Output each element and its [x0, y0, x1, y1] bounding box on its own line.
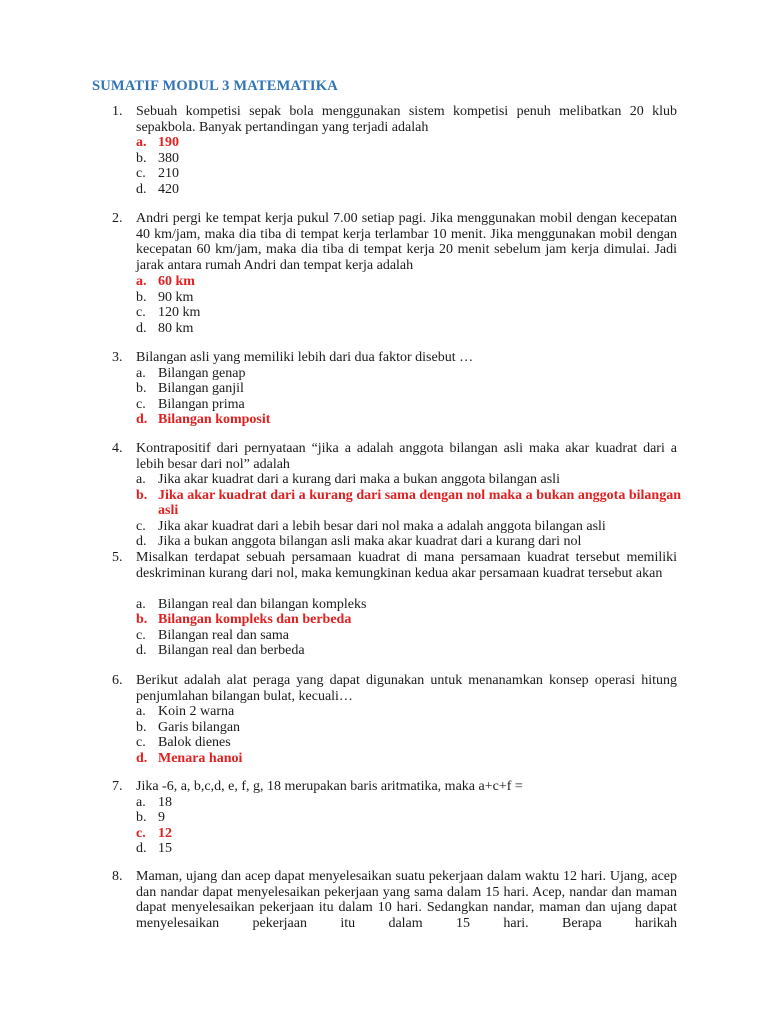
- option-letter: d.: [136, 181, 147, 197]
- option-letter: b.: [136, 810, 147, 825]
- option-b: [136, 381, 681, 397]
- option-text: Jika akar kuadrat dari a kurang dari maka a bukan anggota bilangan asli: [158, 472, 560, 487]
- option-c: [136, 305, 681, 321]
- option-letter: c.: [136, 396, 146, 412]
- option-letter: a.: [136, 135, 147, 150]
- option-text: 420: [158, 181, 179, 197]
- option-a-correct: [136, 274, 681, 290]
- option-d: [136, 321, 681, 337]
- option-list: [136, 472, 681, 550]
- option-letter: b.: [136, 612, 148, 627]
- option-text: 60 km: [158, 274, 195, 289]
- option-b: [136, 290, 681, 306]
- option-list: [136, 135, 681, 197]
- option-c-correct: [136, 826, 681, 842]
- option-letter: a.: [136, 704, 146, 719]
- option-letter: a.: [136, 596, 146, 612]
- option-letter: a.: [136, 472, 146, 487]
- option-b: [136, 720, 681, 736]
- option-text: Jika akar kuadrat dari a kurang dari sama dengan nol maka a bukan anggota bilangan asli: [158, 487, 681, 518]
- document-title: SUMATIF MODUL 3 MATEMATIKA: [92, 78, 338, 94]
- option-c: [136, 166, 681, 182]
- option-text: 90 km: [158, 289, 194, 305]
- option-d: [136, 534, 681, 550]
- option-text: 120 km: [158, 305, 201, 320]
- option-c: [136, 519, 681, 535]
- option-text: Bilangan prima: [158, 396, 245, 412]
- option-letter: b.: [136, 487, 148, 503]
- option-list: [136, 795, 681, 857]
- question-text: Kontrapositif dari pernyataan “jika a adalah anggota bilangan asli maka akar kuadrat dari a lebih besar dari nol” adalah: [136, 441, 677, 472]
- question-number: 2.: [112, 211, 123, 226]
- option-list: [136, 366, 681, 428]
- option-text: 380: [158, 150, 179, 166]
- option-d: [136, 841, 681, 857]
- option-text: Bilangan real dan berbeda: [158, 643, 305, 658]
- option-letter: c.: [136, 166, 146, 181]
- option-a-correct: [136, 135, 681, 151]
- option-a: [136, 795, 681, 811]
- question-number: 5.: [112, 550, 123, 565]
- option-text: Menara hanoi: [158, 750, 243, 766]
- option-c: [136, 628, 681, 644]
- option-letter: d.: [136, 320, 147, 336]
- option-text: 210: [158, 166, 179, 181]
- option-text: 15: [158, 841, 172, 856]
- option-text: 9: [158, 810, 165, 825]
- option-text: Koin 2 warna: [158, 704, 235, 719]
- option-a: [136, 704, 681, 720]
- option-text: 190: [158, 135, 179, 150]
- option-letter: d.: [136, 412, 148, 427]
- option-letter: d.: [136, 750, 148, 766]
- option-text: Bilangan komposit: [158, 412, 271, 427]
- option-text: Bilangan real dan sama: [158, 627, 290, 643]
- option-letter: d.: [136, 643, 147, 658]
- question-number: 4.: [112, 441, 123, 456]
- option-list: [136, 597, 681, 659]
- option-d-correct: [136, 751, 681, 767]
- question-number: 3.: [112, 350, 123, 365]
- option-letter: c.: [136, 627, 146, 643]
- question-number: 7.: [112, 779, 123, 794]
- option-text: Jika akar kuadrat dari a lebih besar dari nol maka a adalah anggota bilangan asli: [158, 518, 606, 534]
- option-letter: b.: [136, 719, 147, 735]
- question-number: 1.: [112, 104, 123, 119]
- question-text: Misalkan terdapat sebuah persamaan kuadrat di mana persamaan kuadrat tersebut memiliki deskriminan kurang dari nol, maka kemungkinan kedua akar persamaan kuadrat tersebut akan: [136, 550, 677, 581]
- question-text: Jika -6, a, b,c,d, e, f, g, 18 merupakan baris aritmatika, maka a+c+f =: [136, 779, 523, 794]
- option-list: [136, 274, 681, 336]
- option-list: [136, 704, 681, 766]
- option-letter: a.: [136, 365, 146, 381]
- option-b: [136, 151, 681, 167]
- option-letter: c.: [136, 305, 146, 320]
- option-letter: b.: [136, 289, 147, 305]
- option-letter: c.: [136, 518, 146, 534]
- question-text: Sebuah kompetisi sepak bola menggunakan sistem kompetisi penuh melibatkan 20 klub sepakbola. Banyak pertandingan yang terjadi adalah: [136, 104, 677, 135]
- option-text: Bilangan ganjil: [158, 381, 244, 396]
- option-d: [136, 182, 681, 198]
- option-c: [136, 735, 681, 751]
- question-text: Maman, ujang dan acep dapat menyelesaikan suatu pekerjaan dalam waktu 12 hari. Ujang, acep dan nandar dapat menyelesaikan pekerjaan yang sama dalam 15 hari. Acep, nandar dan maman dapat menyelesaikan pekerjaan itu dalam 10 hari. Sedangkan nandar, maman dan ujang dapat menyelesaikan pekerjaan itu dalam 15 hari. Berapa harikah: [136, 869, 677, 931]
- option-text: Bilangan real dan bilangan kompleks: [158, 596, 367, 612]
- option-b: [136, 810, 681, 826]
- option-letter: d.: [136, 841, 147, 856]
- option-letter: a.: [136, 274, 147, 289]
- option-text: Bilangan genap: [158, 365, 246, 381]
- option-letter: c.: [136, 825, 146, 841]
- option-c: [136, 397, 681, 413]
- option-letter: b.: [136, 381, 147, 396]
- option-a: [136, 597, 681, 613]
- option-b-correct: [136, 612, 681, 628]
- option-b-correct: [136, 488, 681, 519]
- option-d-correct: [136, 412, 681, 428]
- option-text: Garis bilangan: [158, 719, 241, 735]
- question-number: 8.: [112, 869, 123, 884]
- option-letter: b.: [136, 150, 147, 166]
- option-text: Balok dienes: [158, 735, 231, 750]
- option-letter: a.: [136, 794, 146, 810]
- option-letter: c.: [136, 735, 146, 750]
- option-text: 18: [158, 794, 172, 810]
- question-text: Bilangan asli yang memiliki lebih dari dua faktor disebut …: [136, 350, 474, 365]
- option-letter: d.: [136, 534, 147, 549]
- question-text: Andri pergi ke tempat kerja pukul 7.00 setiap pagi. Jika menggunakan mobil dengan kecepatan 40 km/jam, maka dia tiba di tempat kerja terlambar 10 menit. Jika menggunakan mobil dengan kecepatan 60 km/jam, maka dia tiba di tempat kerja 20 menit sebelum jam kerja dimulai. Jadi jarak antara rumah Andri dan tempat kerja adalah: [136, 211, 677, 273]
- option-d: [136, 643, 681, 659]
- option-text: 80 km: [158, 320, 194, 336]
- option-a: [136, 472, 681, 488]
- option-text: 12: [158, 825, 172, 841]
- option-text: Jika a bukan anggota bilangan asli maka akar kuadrat dari a kurang dari nol: [158, 534, 582, 549]
- option-a: [136, 366, 681, 382]
- option-text: Bilangan kompleks dan berbeda: [158, 612, 352, 627]
- question-number: 6.: [112, 673, 123, 688]
- question-text: Berikut adalah alat peraga yang dapat digunakan untuk menanamkan konsep operasi hitung penjumlahan bilangan bulat, kecuali…: [136, 673, 677, 704]
